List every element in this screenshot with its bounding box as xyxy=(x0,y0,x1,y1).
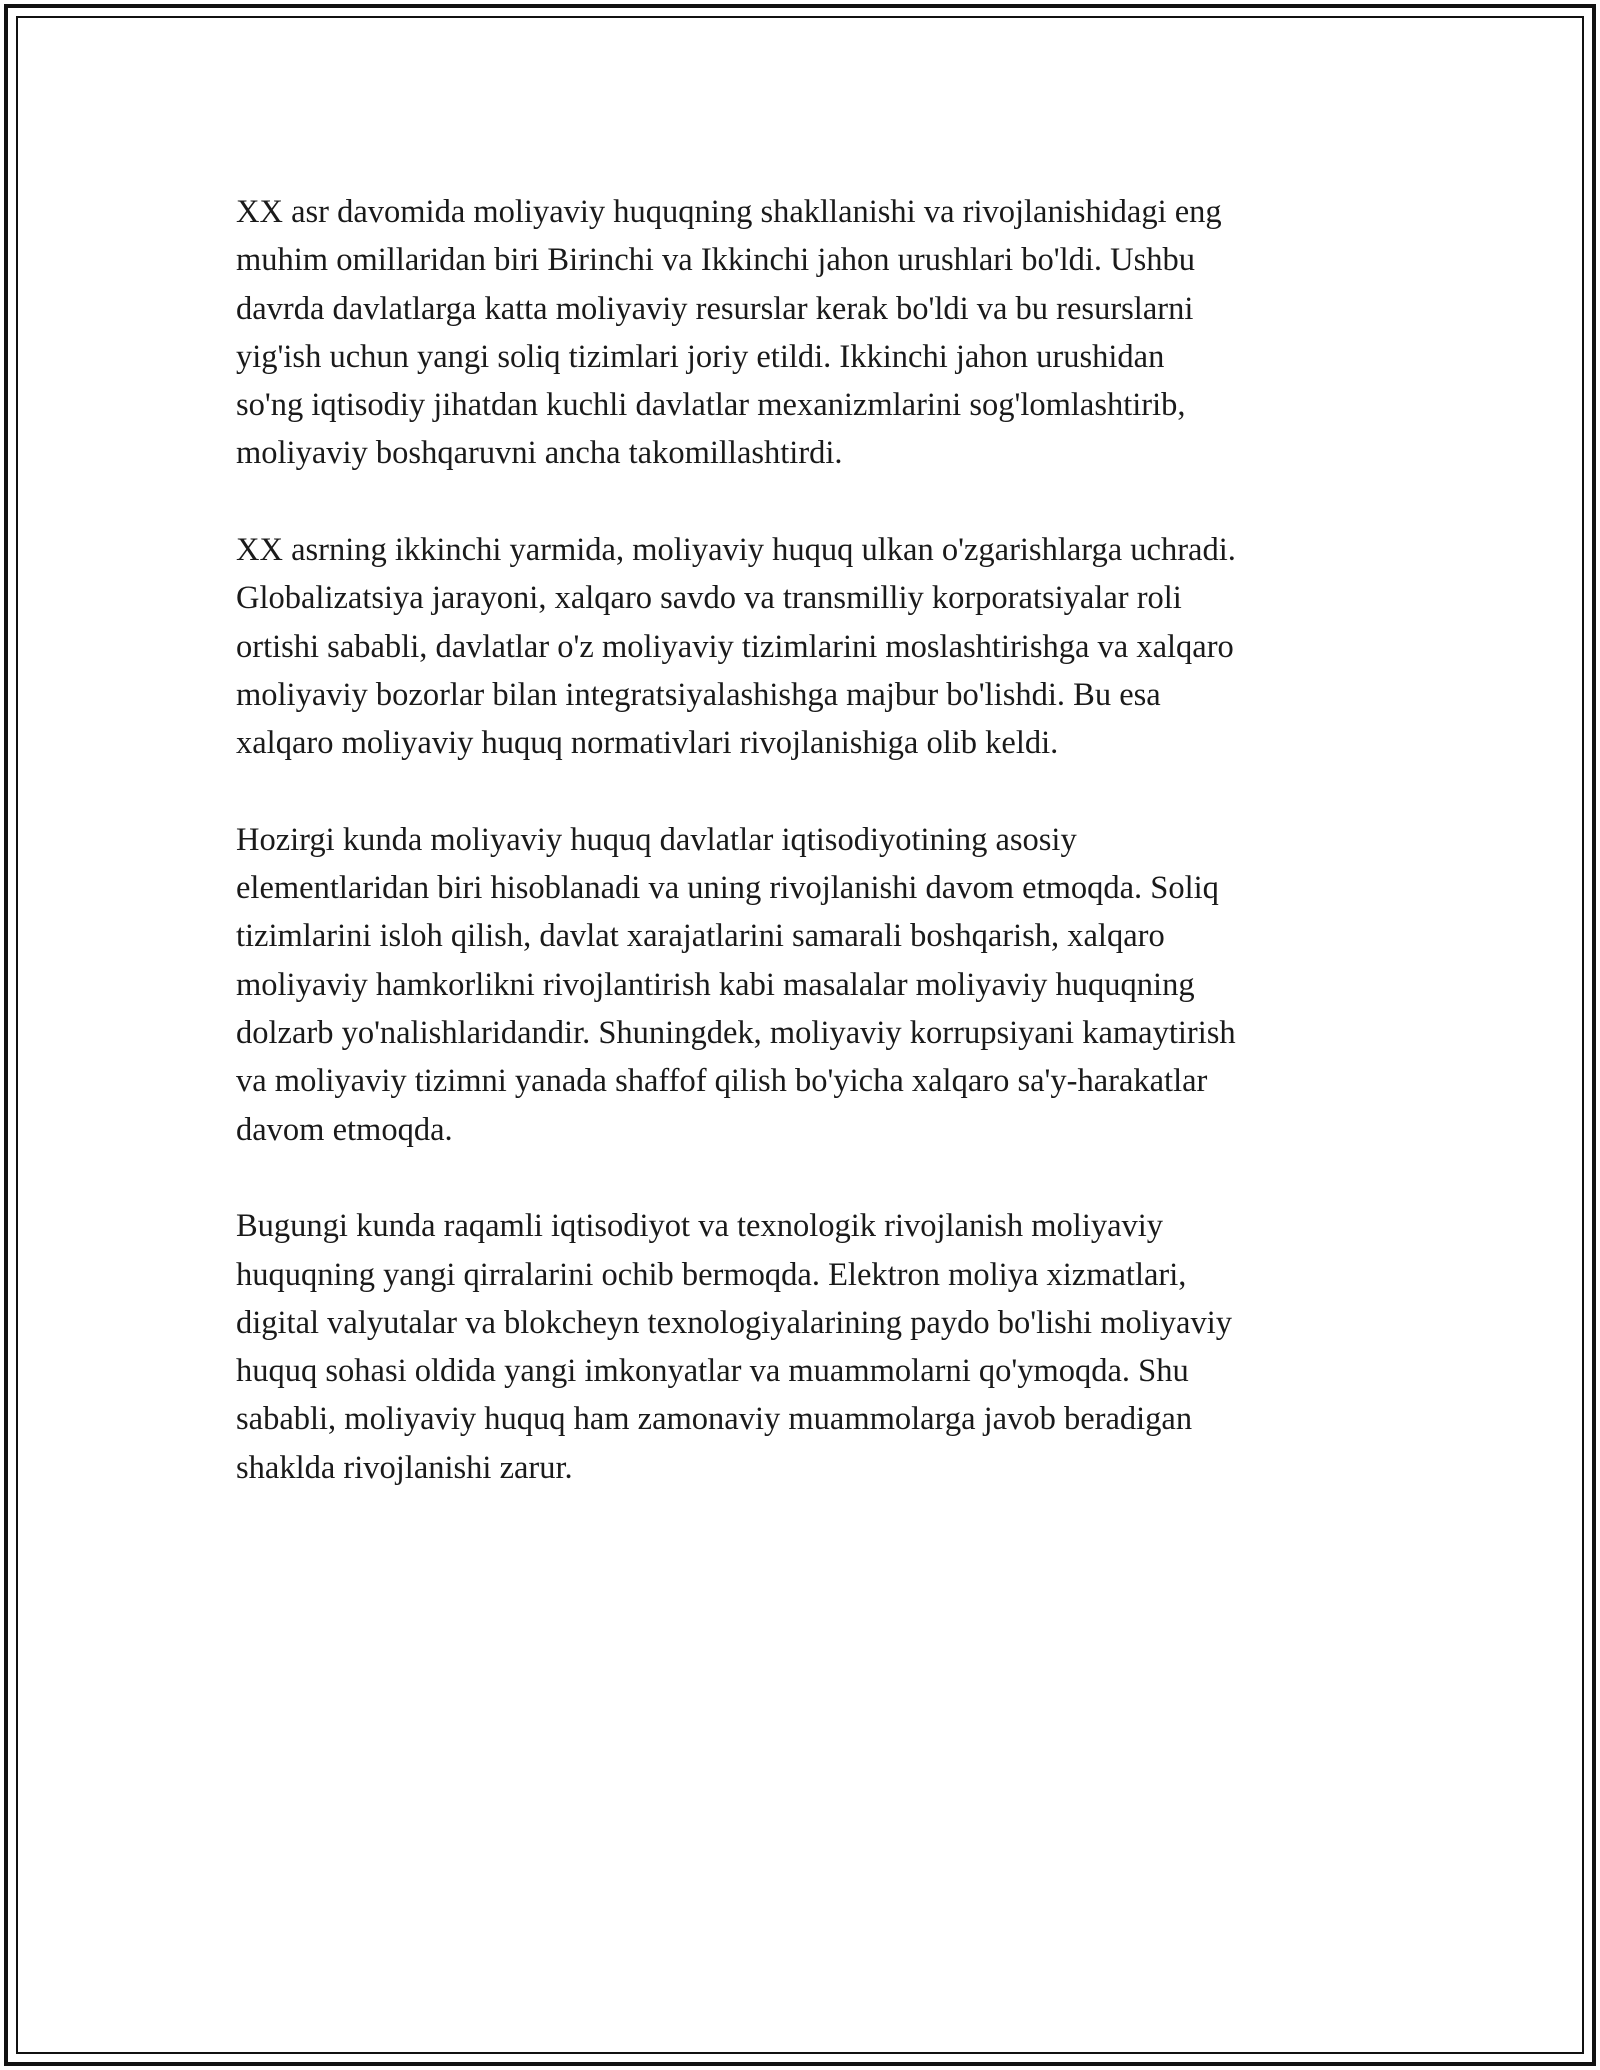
text-line: va moliyaviy tizimni yanada shaffof qilish bo'yicha xalqaro sa'y-harakatlar xyxy=(236,1063,1208,1100)
text-line: moliyaviy boshqaruvni ancha takomillashtirdi. xyxy=(236,435,843,472)
text-line: ortishi sababli, davlatlar o'z moliyaviy tizimlarini moslashtirishga va xalqaro xyxy=(236,628,1234,665)
text-line: elementlaridan biri hisoblanadi va uning rivojlanishi davom etmoqda. Soliq xyxy=(236,870,1219,907)
text-line: tizimlarini isloh qilish, davlat xarajatlarini samarali boshqarish, xalqaro xyxy=(236,918,1165,955)
paragraph-4 xyxy=(236,1202,1376,1492)
text-line: muhim omillaridan biri Birinchi va Ikkinchi jahon urushlari bo'ldi. Ushbu xyxy=(236,242,1196,279)
paragraph-3 xyxy=(236,816,1376,1154)
text-line: Globalizatsiya jarayoni, xalqaro savdo va transmilliy korporatsiyalar roli xyxy=(236,580,1182,617)
paragraph-1 xyxy=(236,188,1376,478)
text-line: shaklda rivojlanishi zarur. xyxy=(236,1449,573,1486)
text-line: davrda davlatlarga katta moliyaviy resurslar kerak bo'ldi va bu resurslarni xyxy=(236,290,1194,327)
text-line: Bugungi kunda raqamli iqtisodiyot va texnologik rivojlanish moliyaviy xyxy=(236,1208,1164,1245)
document-body xyxy=(236,188,1376,1540)
text-line: XX asrning ikkinchi yarmida, moliyaviy huquq ulkan o'zgarishlarga uchradi. xyxy=(236,532,1236,569)
text-line: dolzarb yo'nalishlaridandir. Shuningdek, moliyaviy korrupsiyani kamaytirish xyxy=(236,1015,1236,1052)
text-line: Hozirgi kunda moliyaviy huquq davlatlar iqtisodiyotining asosiy xyxy=(236,821,1077,858)
text-line: xalqaro moliyaviy huquq normativlari rivojlanishiga olib keldi. xyxy=(236,725,1059,762)
paragraph-2 xyxy=(236,526,1376,767)
text-line: moliyaviy hamkorlikni rivojlantirish kabi masalalar moliyaviy huquqning xyxy=(236,966,1195,1003)
text-line: XX asr davomida moliyaviy huquqning shakllanishi va rivojlanishidagi eng xyxy=(236,194,1222,230)
text-line: digital valyutalar va blokcheyn texnologiyalarining paydo bo'lishi moliyaviy xyxy=(236,1304,1232,1341)
text-line: davom etmoqda. xyxy=(236,1111,453,1148)
text-line: huquqning yangi qirralarini ochib bermoqda. Elektron moliya xizmatlari, xyxy=(236,1256,1187,1293)
text-line: moliyaviy bozorlar bilan integratsiyalashishga majbur bo'lishdi. Bu esa xyxy=(236,676,1161,713)
text-line: yig'ish uchun yangi soliq tizimlari joriy etildi. Ikkinchi jahon urushidan xyxy=(236,338,1165,375)
text-line: huquq sohasi oldida yangi imkonyatlar va muammolarni qo'ymoqda. Shu xyxy=(236,1353,1189,1390)
text-line: so'ng iqtisodiy jihatdan kuchli davlatlar mexanizmlarini sog'lomlashtirib, xyxy=(236,387,1186,424)
text-line: sababli, moliyaviy huquq ham zamonaviy muammolarga javob beradigan xyxy=(236,1401,1193,1438)
